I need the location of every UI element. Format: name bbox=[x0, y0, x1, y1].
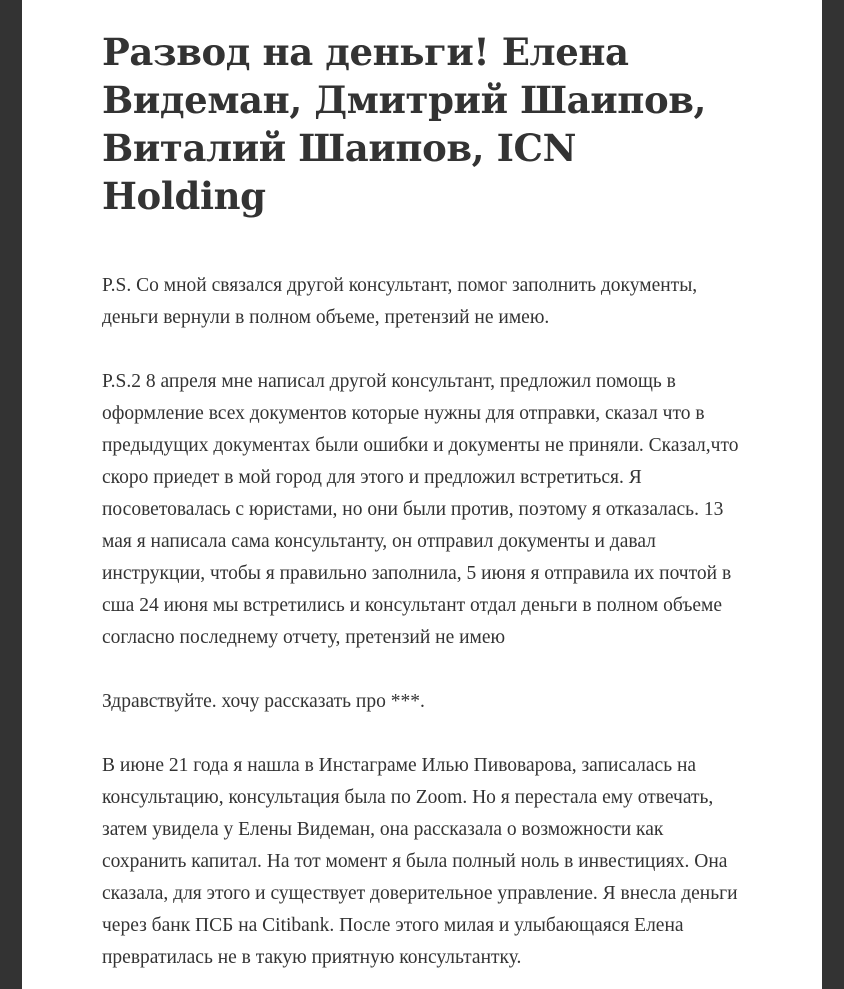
article-body bbox=[102, 270, 752, 974]
article-title: Развод на деньги! Елена Видеман, Дмитрий Шаипов, Виталий Шаипов, ICN Holding bbox=[102, 30, 707, 218]
article-paragraph: P.S. Со мной связался другой консультант, помог заполнить документы, деньги вернули в полном объеме, претензий не имею. bbox=[102, 275, 698, 328]
article-paragraph: P.S.2 8 апреля мне написал другой консультант, предложил помощь в оформление всех документов которые нужны для отправки, сказал что в предыдущих документах были ошибки и документы не приняли. Сказал,что скоро приедет в мой город для этого и предложил встретиться. Я посоветовалась с юристами, но они были против, поэтому я отказалась. 13 мая я написала сама консультанту, он отправил документы и давал инструкции, чтобы я правильно заполнила, 5 июня я отправила их почтой в сша 24 июня мы встретились и консультант отдал деньги в полном объеме согласно последнему отчету, претензий не имею bbox=[102, 371, 739, 648]
article-page bbox=[22, 0, 822, 989]
article-content bbox=[102, 28, 752, 989]
article-paragraph: В июне 21 года я нашла в Инстаграме Илью Пивоварова, записалась на консультацию, консультация была по Zoom. Но я перестала ему отвечать, затем увидела у Елены Видеман, она рассказала о возможности как сохранить капитал. На тот момент я была полный ноль в инвестициях. Она сказала, для этого и существует доверительное управление. Я внесла деньги через банк ПСБ на Citibank. После этого милая и улыбающаяся Елена превратилась не в такую приятную консультантку. bbox=[102, 755, 738, 968]
article-paragraph: Здравствуйте. хочу рассказать про ***. bbox=[102, 691, 425, 712]
